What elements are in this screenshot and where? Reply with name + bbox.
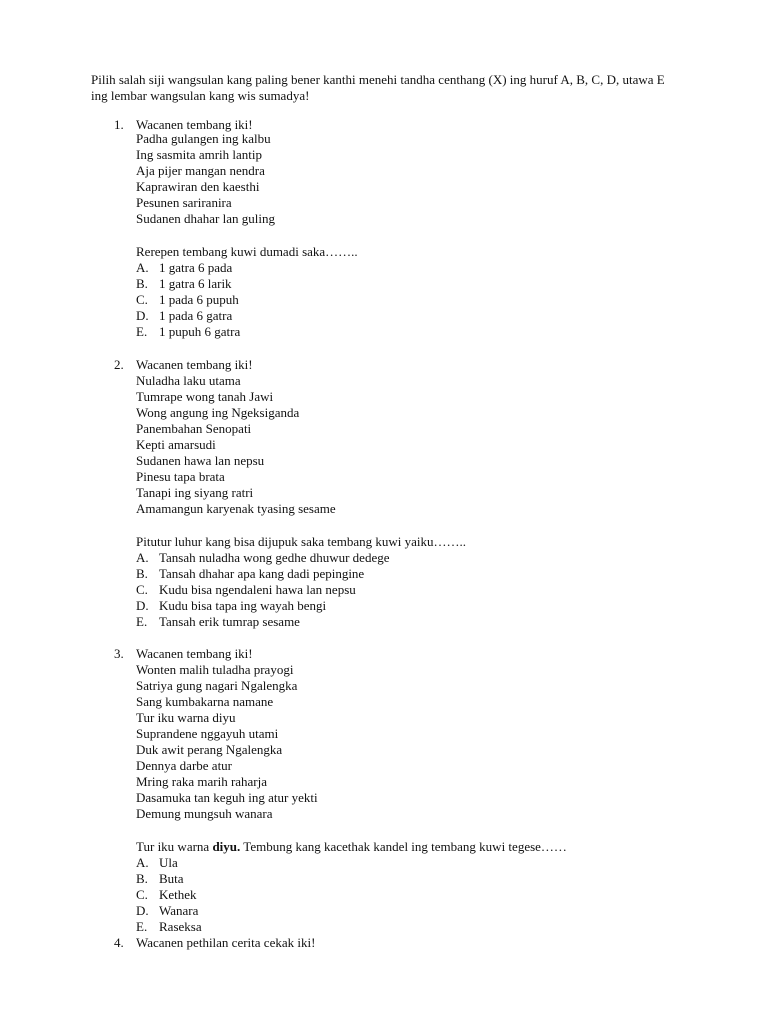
option-letter: D. xyxy=(136,903,149,918)
answer-option-e xyxy=(136,614,300,630)
answer-option-d xyxy=(136,308,232,324)
verse-line: Wong angung ing Ngeksiganda xyxy=(136,405,300,420)
answer-option-b xyxy=(136,276,232,292)
option-text: Kudu bisa ngendaleni hawa lan nepsu xyxy=(159,582,356,597)
verse-line: Mring raka marih raharja xyxy=(136,774,268,789)
answer-option-e xyxy=(136,919,202,935)
exam-instructions: Pilih salah siji wangsulan kang paling bener kanthi menehi tandha centhang (X) ing huruf A, B, C, D, utawa E ing lembar wangsulan kang wis sumadya! xyxy=(91,72,665,103)
answer-option-d xyxy=(136,903,198,919)
verse-line: Ing sasmita amrih lantip xyxy=(136,147,263,162)
option-text: 1 pupuh 6 gatra xyxy=(159,324,241,339)
prompt-text-before: Tur iku warna xyxy=(136,839,213,854)
answer-option-a xyxy=(136,550,390,566)
option-letter: D. xyxy=(136,598,149,613)
verse-line: Panembahan Senopati xyxy=(136,421,252,436)
option-text: 1 pada 6 pupuh xyxy=(159,292,239,307)
option-text: Raseksa xyxy=(159,919,202,934)
option-text: 1 gatra 6 pada xyxy=(159,260,233,275)
option-letter: E. xyxy=(136,614,148,629)
option-text: Wanara xyxy=(159,903,199,918)
verse-line: Dennya darbe atur xyxy=(136,758,233,773)
option-letter: B. xyxy=(136,566,148,581)
answer-option-c xyxy=(136,582,356,598)
question-prompt: Rerepen tembang kuwi dumadi saka…….. xyxy=(136,244,358,259)
option-letter: A. xyxy=(136,260,149,275)
option-text: Tansah nuladha wong gedhe dhuwur dedege xyxy=(159,550,390,565)
verse-line: Dasamuka tan keguh ing atur yekti xyxy=(136,790,318,805)
verse-line: Aja pijer mangan nendra xyxy=(136,163,265,178)
option-letter: C. xyxy=(136,887,148,902)
verse-line: Satriya gung nagari Ngalengka xyxy=(136,678,298,693)
option-text: Kethek xyxy=(159,887,197,902)
option-text: Tansah dhahar apa kang dadi pepingine xyxy=(159,566,365,581)
option-letter: C. xyxy=(136,292,148,307)
option-text: 1 gatra 6 larik xyxy=(159,276,232,291)
question-intro: Wacanen tembang iki! xyxy=(136,357,253,372)
question-intro: Wacanen tembang iki! xyxy=(136,646,253,661)
option-letter: E. xyxy=(136,324,148,339)
answer-option-d xyxy=(136,598,326,614)
question-intro: Wacanen pethilan cerita cekak iki! xyxy=(136,935,316,950)
verse-line: Sang kumbakarna namane xyxy=(136,694,274,709)
answer-option-a xyxy=(136,855,178,871)
option-letter: B. xyxy=(136,276,148,291)
option-letter: B. xyxy=(136,871,148,886)
verse-line: Suprandene nggayuh utami xyxy=(136,726,279,741)
prompt-text-after: Tembung kang kacethak kandel ing tembang kuwi tegese…… xyxy=(240,839,567,854)
question-number: 4. xyxy=(114,935,124,950)
verse-line: Demung mungsuh wanara xyxy=(136,806,273,821)
question-prompt xyxy=(136,839,567,855)
option-letter: A. xyxy=(136,855,149,870)
answer-option-b xyxy=(136,566,364,582)
option-text: Buta xyxy=(159,871,184,886)
question-number: 3. xyxy=(114,646,124,661)
answer-option-a xyxy=(136,260,232,276)
option-text: Kudu bisa tapa ing wayah bengi xyxy=(159,598,327,613)
verse-line: Tur iku warna diyu xyxy=(136,710,236,725)
verse-line: Kaprawiran den kaesthi xyxy=(136,179,260,194)
verse-line: Pinesu tapa brata xyxy=(136,469,225,484)
verse-line: Duk awit perang Ngalengka xyxy=(136,742,283,757)
verse-line: Nuladha laku utama xyxy=(136,373,241,388)
option-letter: D. xyxy=(136,308,149,323)
verse-line: Padha gulangen ing kalbu xyxy=(136,131,271,146)
prompt-bold-word: diyu. xyxy=(212,839,241,854)
option-text: Ula xyxy=(159,855,178,870)
answer-option-e xyxy=(136,324,240,340)
option-letter: A. xyxy=(136,550,149,565)
verse-line: Sudanen hawa lan nepsu xyxy=(136,453,265,468)
verse-line: Kepti amarsudi xyxy=(136,437,216,452)
answer-option-c xyxy=(136,887,197,903)
option-text: 1 pada 6 gatra xyxy=(159,308,233,323)
option-letter: C. xyxy=(136,582,148,597)
question-number: 2. xyxy=(114,357,124,372)
option-text: Tansah erik tumrap sesame xyxy=(159,614,300,629)
question-number: 1. xyxy=(114,117,124,132)
question-prompt: Pitutur luhur kang bisa dijupuk saka tembang kuwi yaiku…….. xyxy=(136,534,467,549)
verse-line: Wonten malih tuladha prayogi xyxy=(136,662,294,677)
answer-option-c xyxy=(136,292,239,308)
verse-line: Sudanen dhahar lan guling xyxy=(136,211,275,226)
question-intro: Wacanen tembang iki! xyxy=(136,117,253,132)
verse-line: Tumrape wong tanah Jawi xyxy=(136,389,274,404)
answer-option-b xyxy=(136,871,184,887)
verse-line: Pesunen sariranira xyxy=(136,195,232,210)
verse-line: Amamangun karyenak tyasing sesame xyxy=(136,501,336,516)
option-letter: E. xyxy=(136,919,148,934)
verse-line: Tanapi ing siyang ratri xyxy=(136,485,254,500)
